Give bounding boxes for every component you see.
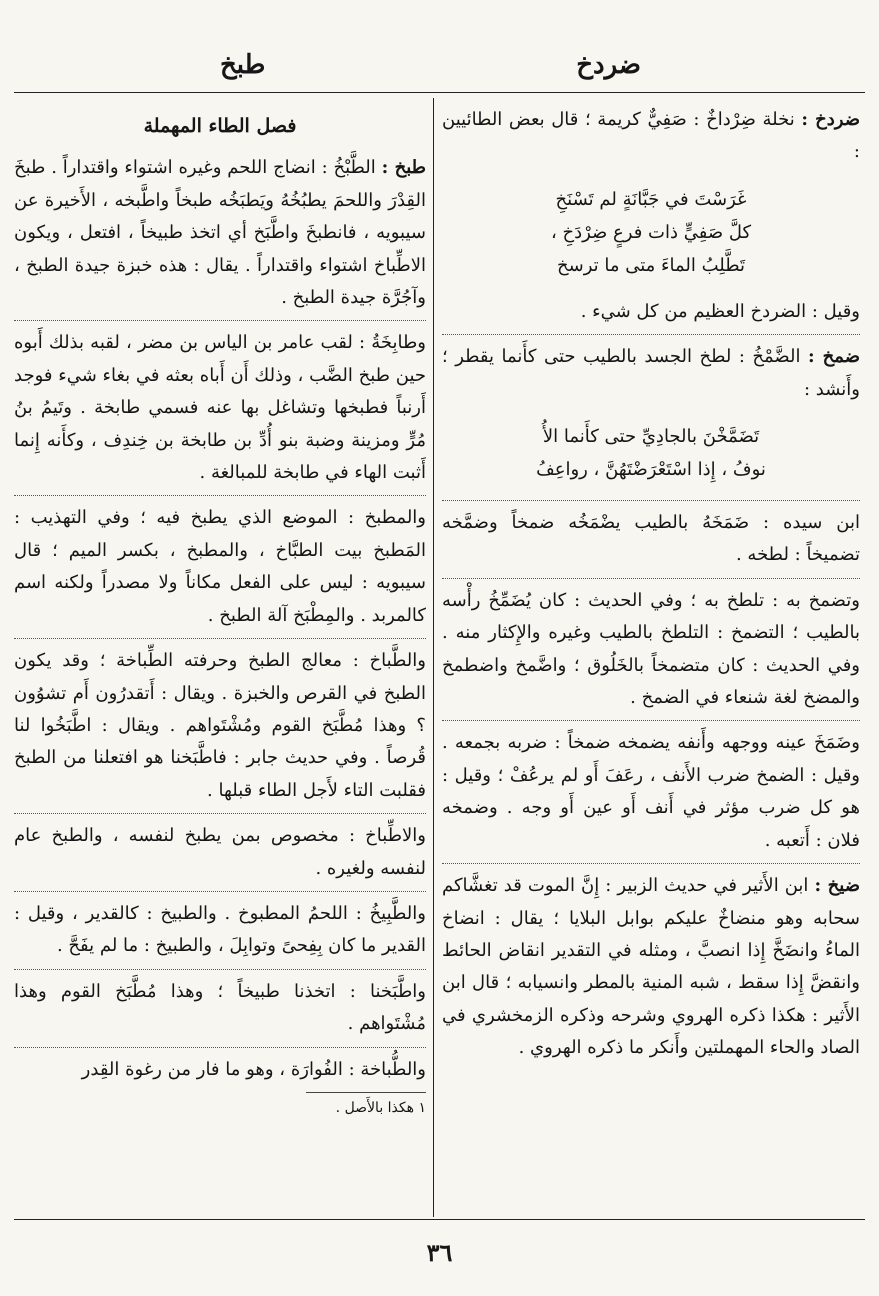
entry-separator xyxy=(14,495,426,496)
entry-separator xyxy=(14,320,426,321)
entry-text: نخلة ضِرْداخٌ : صَفِيٌّ كريمة ؛ قال بعض الطائيين : xyxy=(442,109,860,163)
section-title: فصل الطاء المهملة xyxy=(143,115,297,137)
entry-separator xyxy=(14,638,426,639)
entry-dardakh xyxy=(442,104,860,169)
headword: طبخ : xyxy=(381,157,426,179)
paragraph: والطَّباخ : معالج الطبخ وحرفته الطِّباخة ؛ وقد يكون الطبخ في القرص والخبزة . ويقال : أَتقدرُون أَم تشوُون ؟ وهذا مُطَّبَخ القوم ومُشْتَواهم . ويقال : اطَّبَخُوا لنا قُرصاً . وفي حديث جابر : فاطَّبَخنا هو افتعلنا من الطبخ فقلبت التاء لأَجل الطاء قبلها . xyxy=(14,650,426,801)
paragraph: واطَّبَخنا : اتخذنا طبيخاً ؛ وهذا مُطَّبَخ القوم وهذا مُشْتَواهم . xyxy=(14,980,426,1035)
entry-text: الضَّمْخُ : لطخ الجسد بالطيب حتى كأَنما يقطر ؛ وأَنشد : xyxy=(442,346,860,400)
header-headword-right: ضردخ xyxy=(576,50,641,80)
entry-separator xyxy=(442,863,860,864)
column-divider xyxy=(433,98,434,1217)
entry-separator xyxy=(442,500,860,501)
left-column xyxy=(14,104,426,1214)
verse-line: غَرَسْتَ في جَبَّانَةٍ لم تَسْنَخِ xyxy=(555,188,747,210)
headword: ضردخ : xyxy=(801,109,860,130)
entry-separator xyxy=(14,1047,426,1048)
footer-rule xyxy=(14,1219,865,1220)
entry-text: ابن الأَثير في حديث الزبير : إِنَّ الموت قد تغشَّاكم سحابه وهو منضاخٌ عليكم بوابل البلايا ؛ يقال : انضاخ الماءُ وانضَخَّ إِذا انصبَّ ، ومثله في التقدير انقاض الحائط وانقضَّ إِذا سقط ، شبه المنية بالمطر وانسيابه ؛ قال ابن الأَثير : هكذا ذكره الهروي وشرحه وذكره الزمخشري في الصاد والحاء المهملتين وأَنكر ما ذكره الهروي . xyxy=(442,875,860,1059)
entry-dayakh xyxy=(442,870,860,1064)
entry-damakh xyxy=(442,341,860,406)
verse-block xyxy=(442,183,860,282)
entry-separator xyxy=(14,813,426,814)
paragraph: والمطبخ : الموضع الذي يطبخ فيه ؛ وفي التهذيب : المَطبخ بيت الطبَّاخ ، والمطبخ ، بكسر الميم ؛ قال سيبويه : ليس على الفعل مكاناً ولا مصدراً ولكنه اسم كالمربد . والمِطْبَخ آلة الطبخ . xyxy=(14,507,426,626)
entry-separator xyxy=(14,891,426,892)
verse-line: تَضَمَّخْنَ بالجادِيِّ حتى كأَنما الأُ xyxy=(542,426,760,448)
verse-line: نوفُ ، إِذا اسْتَعْرَضْتَهُنَّ ، رواعِفُ xyxy=(536,459,766,481)
paragraph: وقيل : الضردخ العظيم من كل شيء . xyxy=(580,300,860,322)
header-rule xyxy=(14,92,865,93)
paragraph: ابن سيده : ضَمَخَهُ بالطيب يضْمَخُه ضمخاً وضمَّخه تضميخاً : لطخه . xyxy=(442,512,860,566)
headword: ضيخ : xyxy=(814,875,860,897)
page-number: ٣٦ xyxy=(426,1238,453,1267)
paragraph: وطابِخَةُ : لقب عامر بن الياس بن مضر ، لقبه بذلك أَبوه حين طبخ الضَّب ، وذلك أَن أَباه بعثه في بغاء شيء فوجد أَرنباً فطبخها وتشاغل بها عنه فسمي طابخة . وتَيمُ بنُ مُرٍّ ومزينة وضبة بنو أُدِّ بن طابخة بن خِندِف ، وكأَنه إِنما أَثبت الهاء في طابخة للمبالغة . xyxy=(14,332,426,484)
header-headword-left: طبخ xyxy=(220,50,266,80)
entry-text: الطَّبْخُ : انضاج اللحم وغيره اشتواء واقتداراً . طبخَ القِدْرَ واللحمَ يطبُخُهُ ويَطبَخُه طبخاً واطَّبخه ، الأَخيرة عن سيبويه ، فانطبخَ واطَّبَخ أي اتخذ طبيخاً ، افتعل ، ويكون الاطِّباخ اشتواء واقتداراً . يقال : هذه خبزة جيدة الطبخ ، وآجُرَّة جيدة الطبخ . xyxy=(14,157,426,309)
entry-separator xyxy=(14,969,426,970)
headword: ضمخ : xyxy=(808,346,860,368)
paragraph: والاطِّباخ : مخصوص بمن يطبخ لنفسه ، والطبخ عام لنفسه ولغيره . xyxy=(14,825,426,879)
right-column xyxy=(442,104,860,1214)
entry-tabakh xyxy=(14,152,426,314)
entry-separator xyxy=(442,334,860,335)
verse-line: كلَّ صَفِيٍّ ذات فرعٍ ضِرْدَخِ ، xyxy=(550,221,752,243)
verse-block xyxy=(442,420,860,486)
footnote: ١ هكذا بالأَصل . xyxy=(306,1092,426,1119)
page-header xyxy=(20,44,859,88)
paragraph: والطُّباخة : الفُوارَة ، وهو ما فار من رغوة القِدر xyxy=(81,1058,426,1080)
paragraph: والطَّبِيخُ : اللحمُ المطبوخ . والطبيخ : كالقدير ، وقيل : القدير ما كان بِفِحىً وتوابِلَ ، والطبيخ : ما لم يفَحَّ . xyxy=(14,902,426,957)
entry-separator xyxy=(442,720,860,721)
entry-separator xyxy=(442,578,860,579)
paragraph: وضَمَخَ عينه ووجهه وأَنفه يضمخه ضمخاً : ضربه بجمعه . وقيل : الضمخ ضرب الأَنف ، رعَفَ أَو لم يرعُفْ ؛ وقيل : هو كل ضرب مؤثر في أَنف أَو عين أَو وجه . وضمخه فلان : أَتعبه . xyxy=(442,732,860,851)
paragraph: وتضمخ به : تلطخ به ؛ وفي الحديث : كان يُضَمِّخُ رأْسه بالطيب ؛ التضمخ : التلطخ بالطيب وغيره والإِكثار منه . وفي الحديث : كان متضمخاً بالخَلُوق ؛ واضَّمخ واضطمخ والمضخ لغة شنعاء في الضمخ . xyxy=(442,589,860,709)
verse-line: تَطَّلِبُ الماءَ متى ما ترسخ xyxy=(557,254,745,276)
